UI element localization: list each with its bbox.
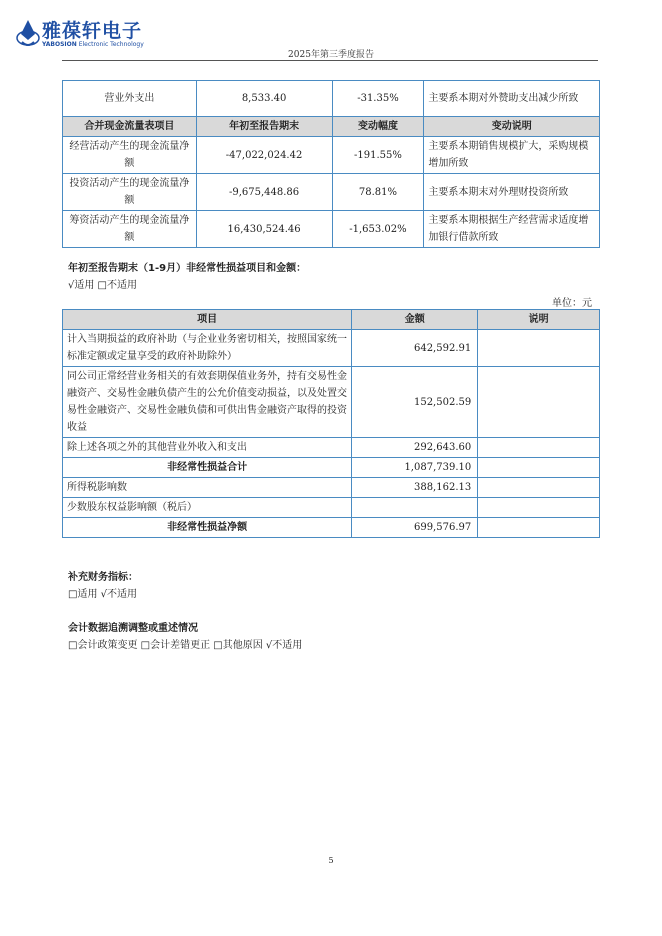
header-note: 说明 [478, 310, 600, 330]
supplementary-options: □适用 √不适用 [68, 589, 137, 600]
row-note [478, 330, 600, 367]
header-divider [62, 60, 598, 61]
table-row [63, 81, 600, 117]
header-item: 项目 [63, 310, 352, 330]
row-note [478, 367, 600, 438]
row-amount: 1,087,739.10 [352, 458, 478, 478]
row-note: 主要系本期销售规模扩大，采购规模增加所致 [424, 137, 600, 174]
row-change: -1,653.02% [332, 211, 424, 248]
row-value: -9,675,448.86 [196, 174, 332, 211]
row-amount: 699,576.97 [352, 518, 478, 538]
row-note [478, 498, 600, 518]
table-row [63, 498, 600, 518]
page-number: 5 [328, 856, 334, 865]
row-item: 筹资活动产生的现金流量净额 [63, 211, 197, 248]
row-value: -47,022,024.42 [196, 137, 332, 174]
table-row [63, 458, 600, 478]
row-amount: 642,592.91 [352, 330, 478, 367]
header-change: 变动幅度 [332, 117, 424, 137]
row-note: 主要系本期末对外理财投资所致 [424, 174, 600, 211]
table-row [63, 367, 600, 438]
table-row [63, 211, 600, 248]
table-row [63, 438, 600, 458]
row-change: -191.55% [332, 137, 424, 174]
row-amount: 292,643.60 [352, 438, 478, 458]
row-item: 经营活动产生的现金流量净额 [63, 137, 197, 174]
row-item: 营业外支出 [63, 81, 197, 117]
supplementary-title: 补充财务指标： [68, 572, 138, 583]
row-note [478, 458, 600, 478]
row-amount: 388,162.13 [352, 478, 478, 498]
row-value: 8,533.40 [196, 81, 332, 117]
table-row [63, 174, 600, 211]
row-change: 78.81% [332, 174, 424, 211]
header-item: 合并现金流量表项目 [63, 117, 197, 137]
nonrecurring-options: √适用 □不适用 [68, 280, 137, 291]
logo-brand: YABOSION [42, 41, 77, 48]
row-note [478, 438, 600, 458]
header-note: 变动说明 [424, 117, 600, 137]
header-amount: 金额 [352, 310, 478, 330]
row-change: -31.35% [332, 81, 424, 117]
report-title: 2025年第三季度报告 [288, 50, 374, 60]
row-amount: 152,502.59 [352, 367, 478, 438]
row-item: 除上述各项之外的其他营业外收入和支出 [63, 438, 352, 458]
row-value: 16,430,524.46 [196, 211, 332, 248]
table-row [63, 137, 600, 174]
retrospective-title: 会计数据追溯调整或重述情况 [68, 623, 198, 634]
logo-tagline: Electronic Technology [78, 41, 144, 48]
row-amount [352, 498, 478, 518]
header-value: 年初至报告期末 [196, 117, 332, 137]
cashflow-table [62, 80, 600, 248]
table-header-row [63, 117, 600, 137]
row-item: 投资活动产生的现金流量净额 [63, 174, 197, 211]
table-row [63, 478, 600, 498]
row-item: 非经常性损益合计 [63, 458, 352, 478]
row-note: 主要系本期对外赞助支出减少所致 [424, 81, 600, 117]
unit-label: 单位：元 [552, 298, 592, 309]
row-note: 主要系本期根据生产经营需求适度增加银行借款所致 [424, 211, 600, 248]
row-item: 非经常性损益净额 [63, 518, 352, 538]
table-header-row [63, 310, 600, 330]
row-item: 计入当期损益的政府补助（与企业业务密切相关，按照国家统一标准定额或定量享受的政府补助除外） [63, 330, 352, 367]
nonrecurring-table [62, 309, 600, 538]
row-note [478, 518, 600, 538]
logo-company-name: 雅葆轩电子 [42, 20, 143, 42]
row-item: 同公司正常经营业务相关的有效套期保值业务外，持有交易性金融资产、交易性金融负债产生的公允价值变动损益，以及处置交易性金融资产、交易性金融负债和可供出售金融资产取得的投资收益 [63, 367, 352, 438]
table-row [63, 518, 600, 538]
row-item: 所得税影响数 [63, 478, 352, 498]
row-item: 少数股东权益影响额（税后） [63, 498, 352, 518]
table-row [63, 330, 600, 367]
retrospective-options: □会计政策变更 □会计差错更正 □其他原因 √不适用 [68, 640, 303, 651]
row-note [478, 478, 600, 498]
nonrecurring-title: 年初至报告期末（1-9月）非经常性损益项目和金额： [68, 263, 307, 274]
